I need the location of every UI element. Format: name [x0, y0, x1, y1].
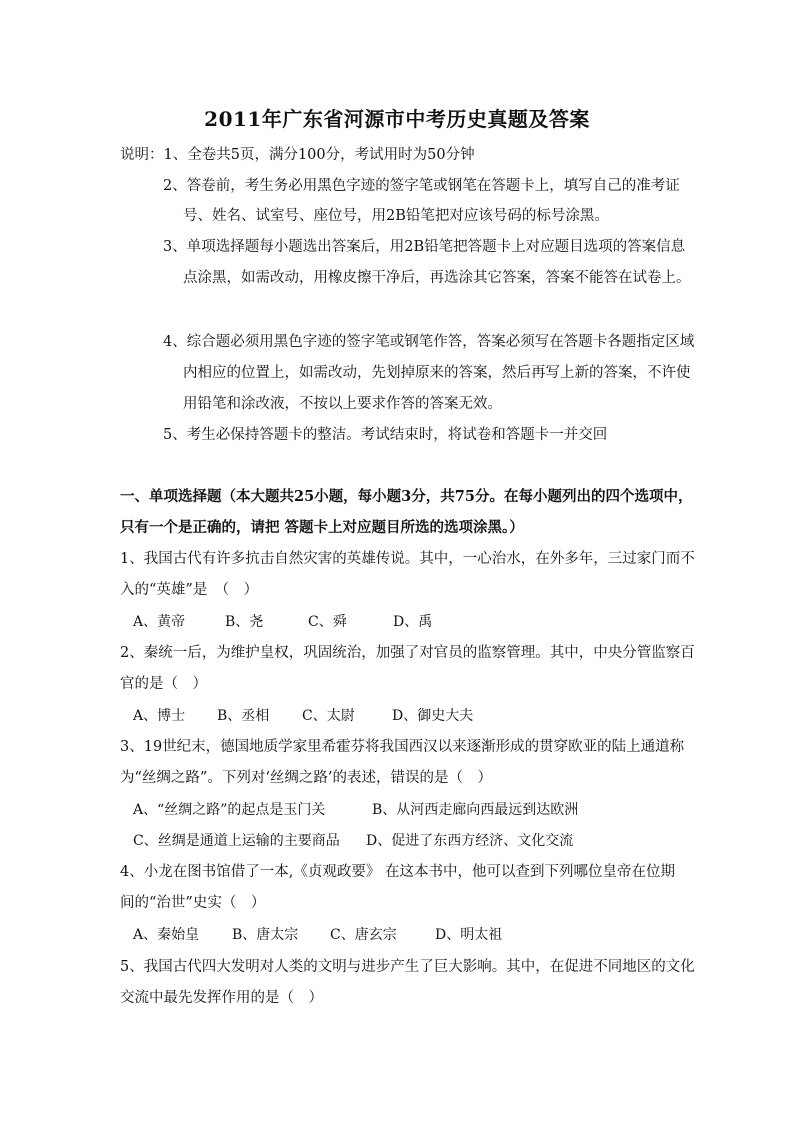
- question-4-option-b: B、唐太宗: [232, 927, 299, 943]
- question-1-line1: 1、我国古代有许多抗击自然灾害的英雄传说。其中，一心治水，在外多年，三过家门而不: [120, 551, 695, 567]
- instruction-4a: 4、综合题必须用黑色字迹的签字笔或钢笔作答，答案必须写在答题卡各题指定区域: [163, 334, 695, 350]
- question-3-line1: 3、19世纪末，德国地质学家里希霍芬将我国西汉以来逐渐形成的贯穿欧亚的陆上通道称: [120, 739, 685, 755]
- question-1-line2: 入的“英雄”是 （ ）: [120, 582, 259, 598]
- instruction-2a: 2、答卷前，考生务必用黑色字迹的签字笔或钢笔在答题卡上，填写自己的准考证: [163, 178, 680, 194]
- question-4-option-a: A、秦始皇: [133, 927, 200, 943]
- instruction-4b: 内相应的位置上，如需改动，先划掉原来的答案，然后再写上新的答案，不许使: [183, 365, 691, 381]
- question-2-option-a: A、博士: [133, 708, 186, 724]
- question-3-option-b: B、从河西走廊向西最远到达欧洲: [372, 802, 579, 818]
- question-3-option-c: C、丝绸是通道上运输的主要商品: [133, 833, 340, 849]
- instruction-4c: 用铅笔和涂改液，不按以上要求作答的答案无效。: [183, 396, 502, 412]
- question-3-option-d: D、促进了东西方经济、文化交流: [366, 833, 574, 849]
- question-4-line2: 间的“治世”史实（ ）: [120, 895, 266, 911]
- question-1-option-c: C、舜: [308, 614, 347, 630]
- instruction-5: 5、考生必保持答题卡的整洁。考试结束时，将试卷和答题卡一并交回: [163, 427, 608, 443]
- question-2-line1: 2、秦统一后，为维护皇权，巩固统治，加强了对官员的监察管理。其中，中央分管监察百: [120, 645, 695, 661]
- question-4-option-d: D、明太祖: [435, 927, 503, 943]
- instruction-3b: 点涂黑，如需改动，用橡皮擦干净后，再选涂其它答案，答案不能答在试卷上。: [183, 270, 691, 286]
- section-heading-line1: 一、单项选择题（本大题共25小题，每小题3分，共75分。在每小题列出的四个选项中，: [120, 488, 693, 505]
- question-5-line2: 交流中最先发挥作用的是（ ）: [120, 990, 323, 1006]
- question-2-option-d: D、御史大夫: [392, 708, 474, 724]
- question-1-option-a: A、黄帝: [133, 614, 186, 630]
- question-5-line1: 5、我国古代四大发明对人类的文明与进步产生了巨大影响。其中，在促进不同地区的文化: [120, 959, 695, 975]
- question-2-line2: 官的是（ ）: [120, 676, 207, 692]
- question-3-option-a: A、“丝绸之路”的起点是玉门关: [133, 802, 326, 818]
- question-2-option-c: C、太尉: [302, 708, 355, 724]
- question-2-option-b: B、丞相: [217, 708, 270, 724]
- page-title: 2011年广东省河源市中考历史真题及答案: [204, 107, 590, 131]
- section-heading-line2: 只有一个是正确的，请把 答题卡上对应题目所选的选项涂黑。）: [120, 519, 524, 536]
- instruction-3a: 3、单项选择题每小题选出答案后，用2B铅笔把答题卡上对应题目选项的答案信息: [163, 239, 686, 255]
- question-4-line1: 4、小龙在图书馆借了一本,《贞观政要》 在这本书中，他可以查到下列哪位皇帝在位期: [120, 864, 675, 880]
- question-3-line2: 为“丝绸之路”。下列对‘丝绸之路’的表述，错误的是（ ）: [120, 770, 493, 786]
- question-1-option-d: D、禹: [393, 614, 433, 630]
- question-1-option-b: B、尧: [225, 614, 264, 630]
- question-4-option-c: C、唐玄宗: [330, 927, 397, 943]
- instruction-2b: 号、姓名、试室号、座位号，用2B铅笔把对应该号码的标号涂黑。: [183, 208, 609, 224]
- instruction-1: 说明：1、全卷共5页，满分100分，考试用时为50分钟: [120, 147, 475, 163]
